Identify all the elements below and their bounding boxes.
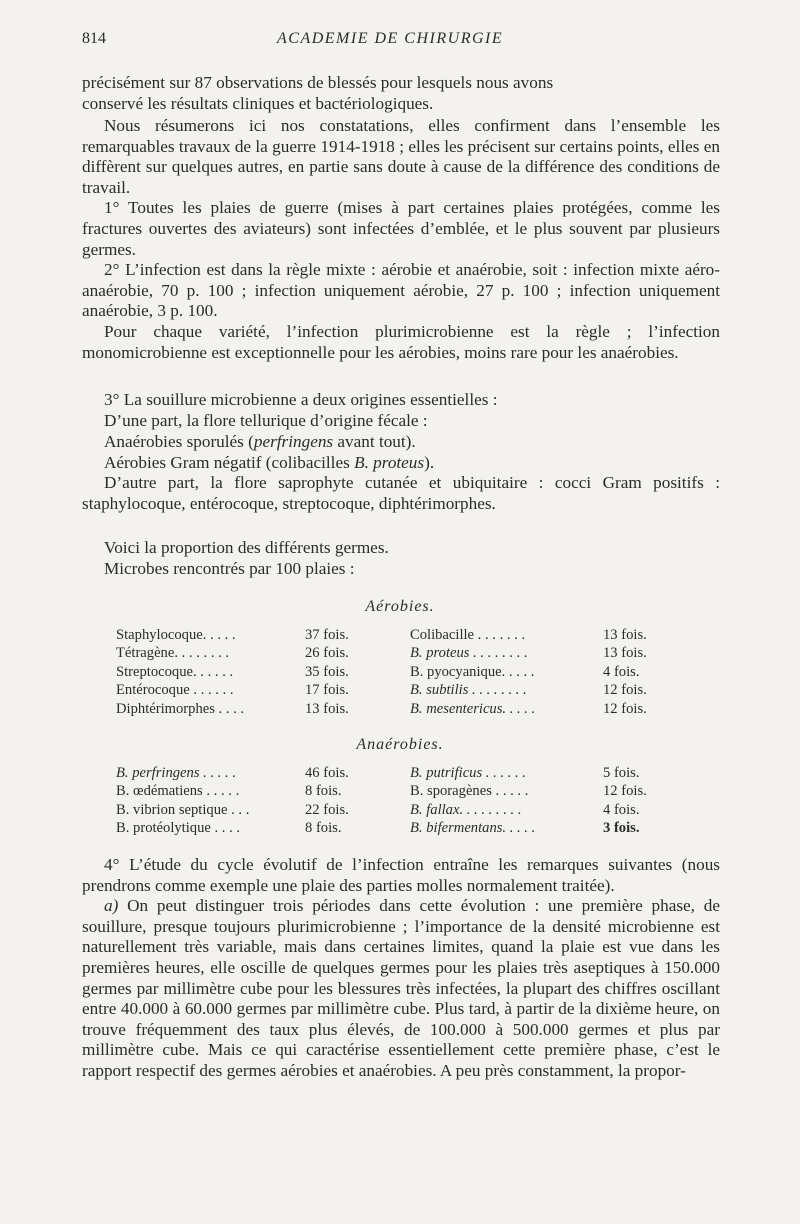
germ-count: 13 fois.	[603, 645, 647, 662]
species-name: B. proteus	[354, 453, 425, 472]
aerobes-table	[116, 627, 661, 719]
germ-name: Streptocoque. . . . . .	[116, 663, 234, 680]
table-row	[116, 765, 661, 783]
summary-block	[82, 116, 720, 363]
table-row	[116, 627, 661, 645]
germ-name: Diphtérimorphes . . . .	[116, 700, 245, 717]
germ-name: B. proteus . . . . . . . .	[410, 645, 528, 662]
germ-count: 4 fois.	[603, 801, 640, 818]
germ-name: B. subtilis . . . . . . . .	[410, 682, 527, 699]
germ-name: B. sporagènes . . . . .	[410, 783, 529, 800]
paragraph-variety: Pour chaque variété, l’infection plurimicrobienne est la règle ; l’infection monomicrobienne est exceptionnelle pour les aérobies, moins rare pour les anaérobies.	[82, 321, 720, 362]
germ-name: B. pyocyanique. . . . .	[410, 663, 535, 680]
germ-count: 37 fois.	[305, 627, 349, 643]
germ-count: 26 fois.	[305, 645, 349, 662]
table-row	[116, 664, 661, 682]
text-line: précisément sur 87 observations de blessés pour lesquels nous avons	[82, 73, 554, 92]
origins-block	[82, 389, 720, 473]
germ-count: 5 fois.	[603, 765, 640, 781]
species-name: perfringens	[253, 432, 334, 451]
intro-block	[82, 72, 720, 114]
germ-count: 8 fois.	[305, 820, 342, 837]
paragraph-point-2: 2° L’infection est dans la règle mixte : aérobie et anaérobie, soit : infection mixte aéro-anaérobie, 70 p. 100 ; infection uniquement aérobie, 27 p. 100 ; infection uniquement anaérobie, 3 p. 100.	[82, 260, 720, 321]
anaerobes-label: Anaérobies sporulés (	[104, 432, 254, 451]
paragraph-point-4: 4° L’étude du cycle évolutif de l’infection entraîne les remarques suivantes (nous prendrons comme exemple une plaie des parties molles normalement traitée).	[82, 855, 720, 895]
germ-name: Colibacille . . . . . . .	[410, 627, 526, 643]
germ-name: B. protéolytique . . . .	[116, 820, 241, 837]
germ-count: 22 fois.	[305, 801, 349, 818]
anaerobes-caption: Anaérobies.	[356, 736, 444, 753]
paragraph-summary: Nous résumerons ici nos constatations, elles confirment dans l’ensemble les remarquables travaux de la guerre 1914-1918 ; elles les précisent sur certains points, elles en diffèrent sur quelques autres, en partie sans doute à cause de la différence des conditions de travail.	[82, 116, 720, 197]
germ-count: 12 fois.	[603, 783, 647, 800]
germ-name: Tétragène. . . . . . . .	[116, 645, 230, 662]
germ-name: B. perfringens . . . . .	[116, 765, 236, 781]
table-row	[116, 682, 661, 700]
anaerobes-line	[82, 431, 720, 452]
other-flora-block	[82, 473, 720, 514]
phase-a-text: On peut distinguer trois périodes dans cette évolution : une première phase, de souillure, presque toujours plurimicrobienne ; l’importance de la densité microbienne est naturellement très variable, mais dans certaines limites, quand la plaie est vue dans les premières heures, elle oscille de quelques germes pour les plaies très aseptiques à 150.000 germes par millimètre cube pour les blessures très infectées, la plupart des chiffres oscillant entre 40.000 à 60.000 germes par millimètre cube. Plus tard, à partir de la dixième heure, on trouve fréquemment des taux plus élevés, de 100.000 à 500.000 germes et plus par millimètre cube. Mais ce qui caractérise essentiellement cette première phase, c’est le rapport respectif des germes aérobies et anaérobies. A peu près constamment, la propor-	[82, 896, 720, 1080]
germ-count: 17 fois.	[305, 682, 349, 699]
germ-name: B. fallax. . . . . . . . .	[410, 801, 522, 818]
table-row	[116, 701, 661, 719]
anaerobes-table	[116, 765, 661, 839]
germ-name: Staphylocoque. . . . .	[116, 627, 236, 643]
germ-count: 12 fois.	[603, 682, 647, 699]
text-line: conservé les résultats cliniques et bactériologiques.	[82, 94, 434, 113]
anaerobes-rest: avant tout).	[333, 432, 416, 451]
germ-name: B. putrificus . . . . . .	[410, 765, 526, 781]
aerobes-rest: ).	[424, 453, 435, 472]
text-line: 3° La souillure microbienne a deux origines essentielles :	[104, 390, 498, 409]
text-line: D’une part, la flore tellurique d’origine fécale :	[104, 411, 428, 430]
text-line: Microbes rencontrés par 100 plaies :	[104, 559, 355, 578]
running-title: ACADEMIE DE CHIRURGIE	[277, 30, 504, 47]
table-row	[116, 783, 661, 801]
aerobes-line	[82, 452, 720, 473]
germ-name: Entérocoque . . . . . .	[116, 682, 234, 699]
germ-count: 13 fois.	[305, 700, 349, 717]
table-row	[116, 820, 661, 838]
cycle-block	[82, 855, 720, 1082]
paragraph-phase-a	[82, 896, 720, 1081]
germ-count: 4 fois.	[603, 663, 640, 680]
page-number: 814	[82, 30, 106, 47]
germ-name: B. bifermentans. . . . .	[410, 820, 536, 837]
germ-count: 13 fois.	[603, 627, 647, 643]
germ-count: 3 fois.	[603, 820, 640, 837]
germ-name: B. œdématiens . . . . .	[116, 783, 240, 800]
germ-count: 8 fois.	[305, 783, 342, 800]
paragraph-other-flora: D’autre part, la flore saprophyte cutanée et ubiquitaire : cocci Gram positifs : staphylocoque, entérocoque, streptocoque, diphtérimorphes.	[82, 473, 720, 513]
aerobes-label: Aérobies Gram négatif (colibacilles	[104, 453, 355, 472]
list-marker: a)	[104, 896, 119, 916]
aerobes-caption: Aérobies.	[365, 598, 435, 615]
table-row	[116, 802, 661, 820]
text-line: Voici la proportion des différents germes.	[104, 538, 389, 557]
germ-count: 35 fois.	[305, 663, 349, 680]
proportion-block	[82, 537, 720, 579]
table-row	[116, 645, 661, 663]
paragraph-point-1: 1° Toutes les plaies de guerre (mises à part certaines plaies protégées, comme les fractures ouvertes des aviateurs) sont infectées d’emblée, et le plus souvent par plusieurs germes.	[82, 198, 720, 259]
page-header	[82, 30, 720, 56]
germ-count: 46 fois.	[305, 765, 349, 781]
germ-name: B. vibrion septique . . .	[116, 801, 250, 818]
germ-name: B. mesentericus. . . . .	[410, 700, 536, 717]
germ-count: 12 fois.	[603, 700, 647, 717]
